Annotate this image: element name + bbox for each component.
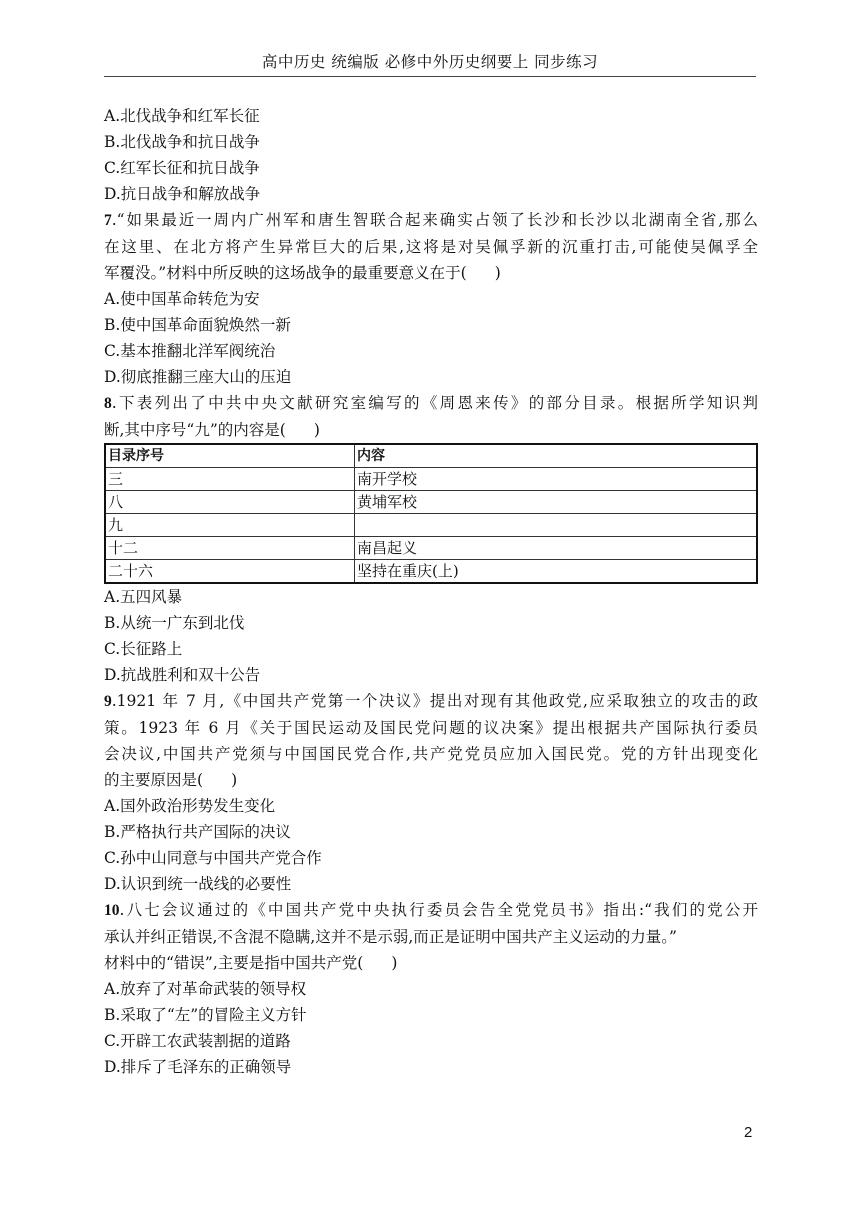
q10-option-a[interactable]: A.放弃了对革命武装的领导权 [104, 980, 307, 998]
q7-stem-line-1: 7.“如果最近一周内广州军和唐生智联合起来确实占领了长沙和长沙以北湖南全省,那么 [104, 211, 758, 229]
table-cell-number: 九 [105, 514, 355, 537]
table-row [105, 491, 757, 514]
header-divider [104, 76, 756, 77]
q9-stem-line-1: 9.1921 年 7 月,《中国共产党第一个决议》提出对现有其他政党,应采取独立的攻击的政 [104, 692, 758, 710]
q7-stem-line-2: 在这里、在北方将产生异常巨大的后果,这将是对吴佩孚新的沉重打击,可能使吴佩孚全 [104, 238, 758, 256]
q10-stem-line-1: 10.八七会议通过的《中国共产党中央执行委员会告全党党员书》指出:“我们的党公开 [104, 901, 758, 919]
q8-option-a[interactable]: A.五四风暴 [104, 588, 183, 606]
table-row [105, 537, 757, 560]
page-number: 2 [744, 1124, 753, 1141]
q6-option-d[interactable]: D.抗日战争和解放战争 [104, 185, 261, 203]
q8-number: 8 [104, 395, 112, 412]
q9-option-d[interactable]: D.认识到统一战线的必要性 [104, 875, 292, 893]
q6-option-a[interactable]: A.北伐战争和红军长征 [104, 107, 260, 125]
q10-option-d[interactable]: D.排斥了毛泽东的正确领导 [104, 1058, 292, 1076]
table-cell-content [355, 514, 758, 537]
table-cell-number: 八 [105, 491, 355, 514]
q10-stem-line-2: 承认并纠正错误,不含混不隐瞒,这并不是示弱,而正是证明中国共产主义运动的力量。” [104, 928, 677, 946]
table-cell-content: 南昌起义 [355, 537, 758, 560]
q7-stem-line-3: 军覆没。”材料中所反映的这场战争的最重要意义在于( ) [104, 264, 501, 282]
catalog-table [104, 443, 758, 584]
q8-option-b[interactable]: B.从统一广东到北伐 [104, 614, 245, 632]
page-content [104, 103, 758, 1080]
q9-option-a[interactable]: A.国外政治形势发生变化 [104, 797, 276, 815]
table-cell-content: 黄埔军校 [355, 491, 758, 514]
q10-option-b[interactable]: B.采取了“左”的冒险主义方针 [104, 1006, 307, 1024]
q8-stem-line-2: 断,其中序号“九”的内容是( ) [104, 421, 320, 439]
q7-option-a[interactable]: A.使中国革命转危为安 [104, 290, 260, 308]
table-row [105, 560, 757, 584]
q8-option-d[interactable]: D.抗战胜利和双十公告 [104, 666, 261, 684]
q10-option-c[interactable]: C.开辟工农武装割据的道路 [104, 1032, 291, 1050]
q9-option-b[interactable]: B.严格执行共产国际的决议 [104, 823, 291, 841]
q10-stem-line-3: 材料中的“错误”,主要是指中国共产党( ) [104, 954, 398, 972]
q9-stem-line-4: 的主要原因是( ) [104, 771, 238, 789]
q6-option-b[interactable]: B.北伐战争和抗日战争 [104, 133, 260, 151]
column-header-number: 目录序号 [105, 444, 355, 468]
table-cell-content: 坚持在重庆(上) [355, 560, 758, 584]
table-cell-number: 十二 [105, 537, 355, 560]
q9-number: 9 [104, 693, 112, 710]
page-header: 高中历史 统编版 必修中外历史纲要上 同步练习 [261, 53, 599, 71]
q9-option-c[interactable]: C.孙中山同意与中国共产党合作 [104, 849, 322, 867]
q6-option-c[interactable]: C.红军长征和抗日战争 [104, 159, 260, 177]
q7-option-b[interactable]: B.使中国革命面貌焕然一新 [104, 316, 291, 334]
column-header-content: 内容 [355, 444, 758, 468]
q9-stem-line-2: 策。1923 年 6 月《关于国民运动及国民党问题的议决案》提出根据共产国际执行委员 [104, 719, 758, 737]
q10-number: 10 [104, 902, 120, 919]
q7-option-d[interactable]: D.彻底推翻三座大山的压迫 [104, 368, 292, 386]
table-row [105, 468, 757, 491]
table-cell-number: 二十六 [105, 560, 355, 584]
q8-stem-line-1: 8.下表列出了中共中央文献研究室编写的《周恩来传》的部分目录。根据所学知识判 [104, 394, 758, 412]
table-row [105, 514, 757, 537]
table-header-row [105, 444, 757, 468]
q7-option-c[interactable]: C.基本推翻北洋军阀统治 [104, 342, 276, 360]
table-cell-number: 三 [105, 468, 355, 491]
table-cell-content: 南开学校 [355, 468, 758, 491]
q7-number: 7 [104, 212, 112, 229]
q9-stem-line-3: 会决议,中国共产党须与中国国民党合作,共产党党员应加入国民党。党的方针出现变化 [104, 745, 758, 763]
q8-option-c[interactable]: C.长征路上 [104, 640, 183, 658]
